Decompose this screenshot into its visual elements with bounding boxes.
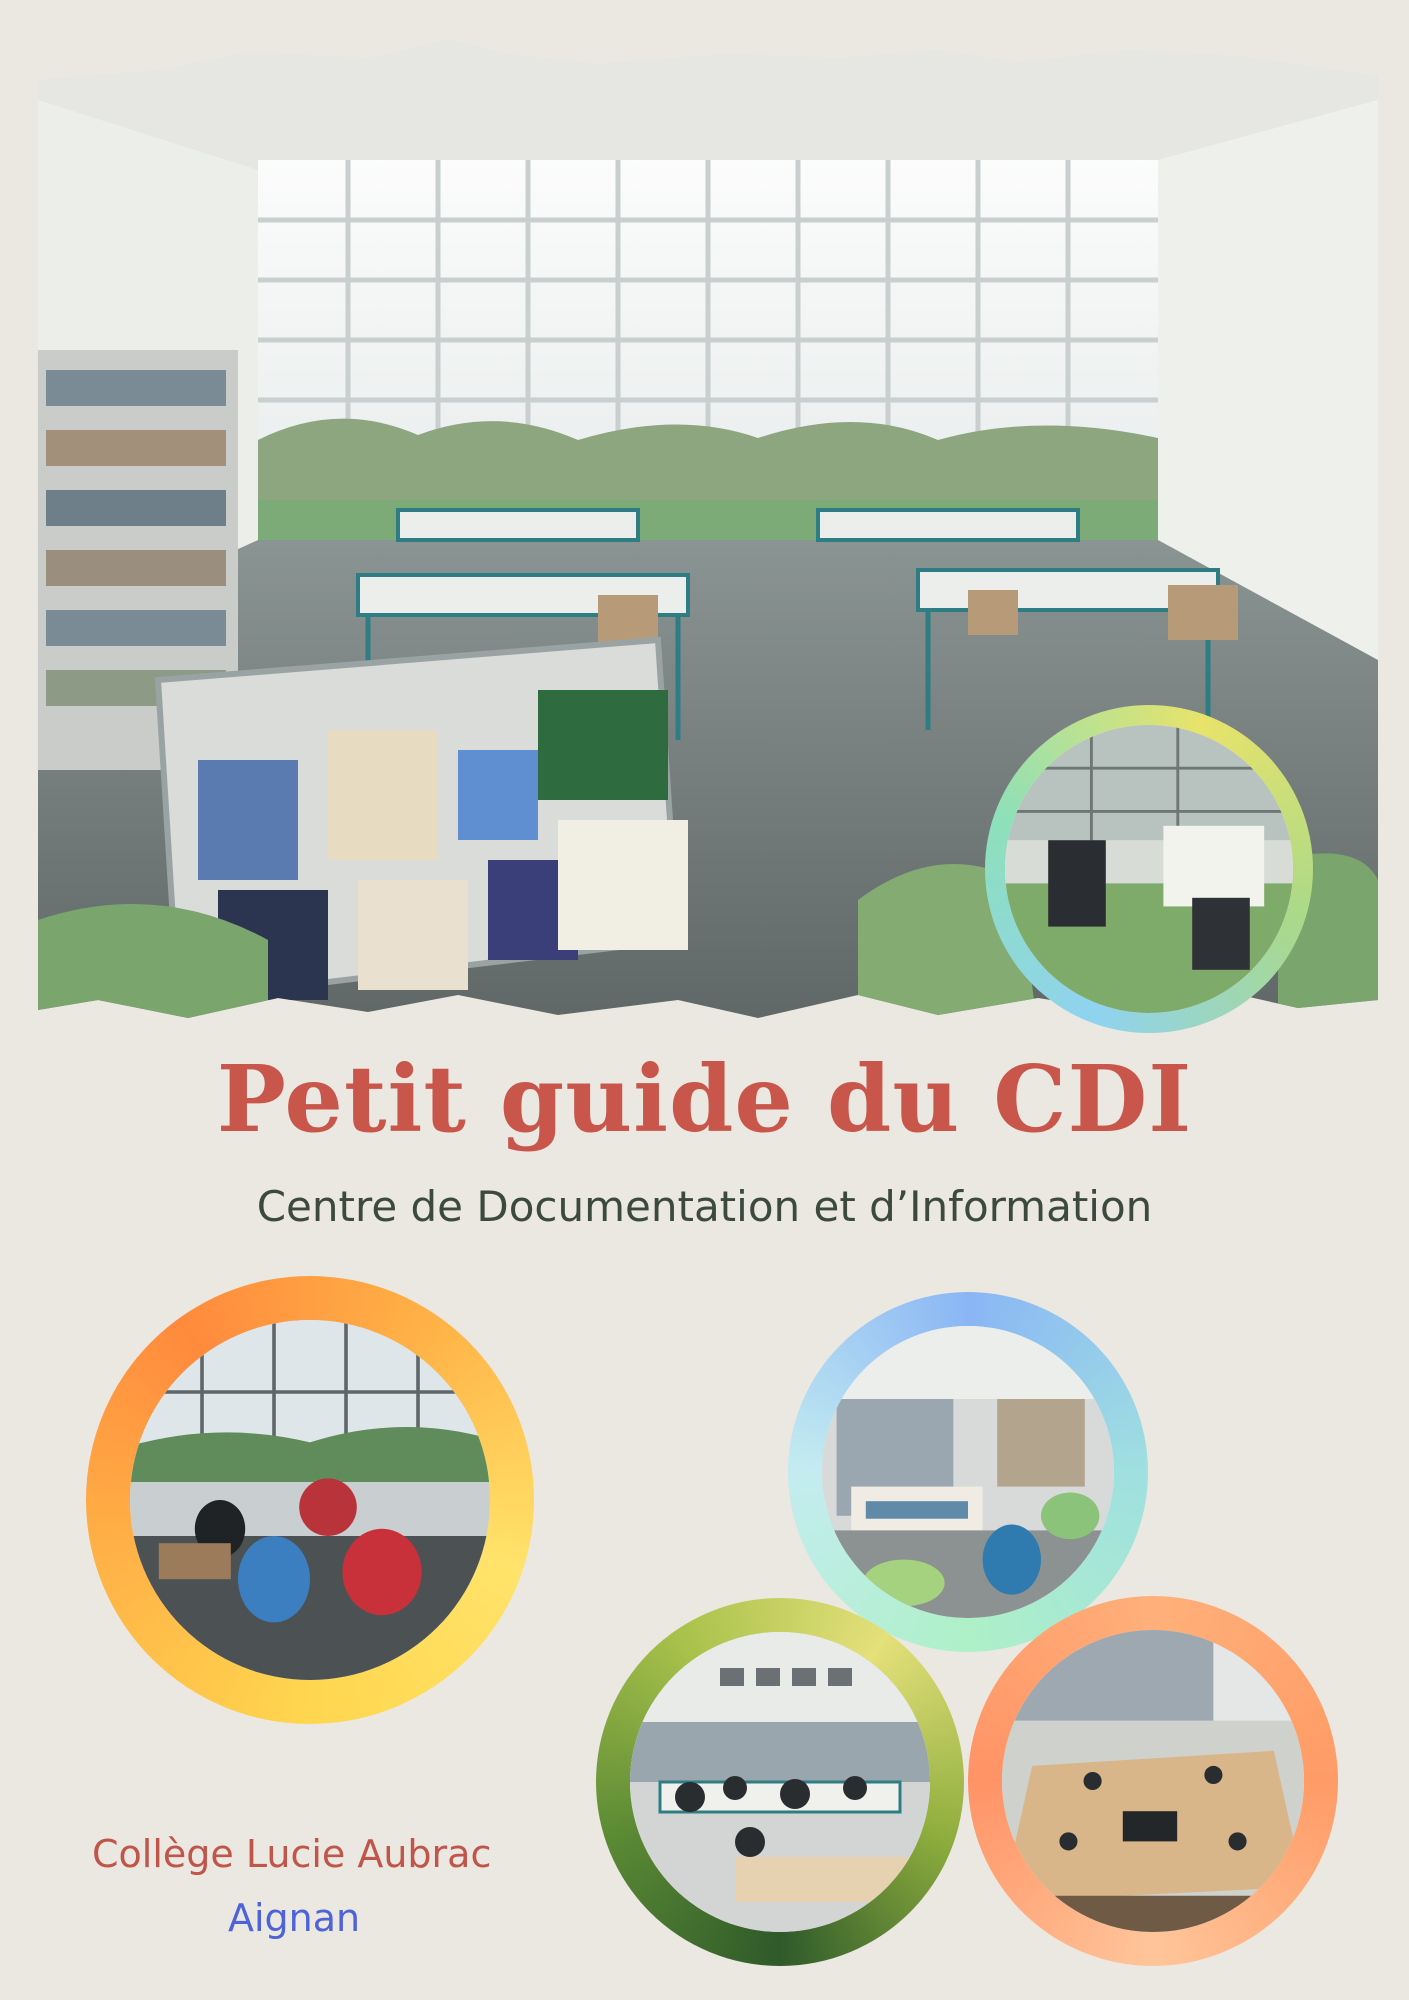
students-reading-newspapers-photo xyxy=(1005,725,1293,1013)
podcast-recording-table-photo xyxy=(1002,1630,1304,1932)
photo-ring-tables xyxy=(596,1598,964,1966)
photo-ring-bookshelves xyxy=(788,1292,1148,1652)
students-in-armchairs-photo xyxy=(130,1320,490,1680)
school-name: Collège Lucie Aubrac xyxy=(92,1832,492,1876)
photo-ring-armchairs xyxy=(86,1276,534,1724)
photo-ring-newspapers xyxy=(985,705,1313,1033)
students-at-tables-photo xyxy=(630,1632,930,1932)
photo-ring-podcast xyxy=(968,1596,1338,1966)
bookshelves-and-bins-photo xyxy=(822,1326,1114,1618)
page-title: Petit guide du CDI xyxy=(216,1045,1193,1153)
town-name: Aignan xyxy=(228,1896,361,1940)
page-subtitle: Centre de Documentation et d’Information xyxy=(256,1182,1153,1231)
